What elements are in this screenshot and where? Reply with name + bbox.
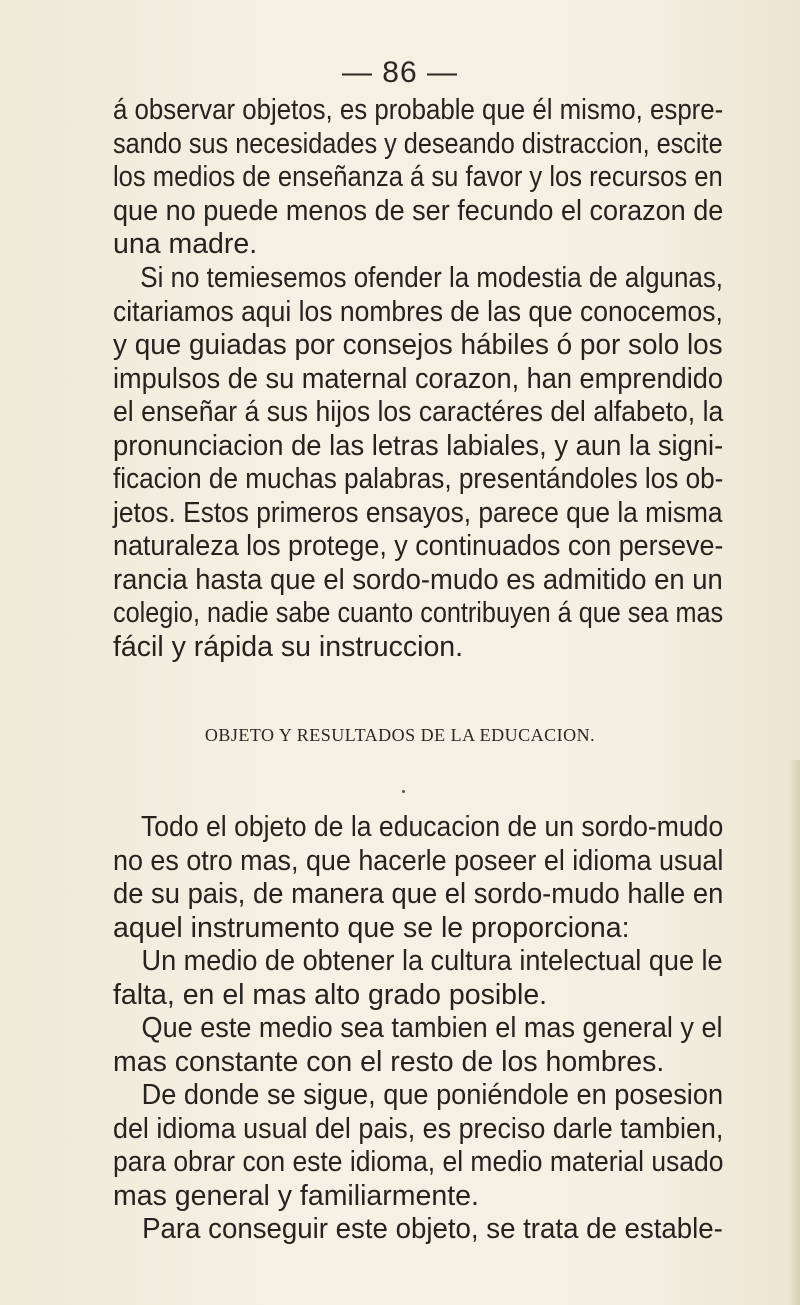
text-line: jetos. Estos primeros ensayos, parece que la misma	[113, 496, 723, 529]
text-line: Un medio de obtener la cultura intelectual que le	[141, 945, 723, 977]
page-edge-shadow	[788, 760, 800, 1305]
paragraph-6	[113, 1079, 723, 1213]
text-line: Que este medio sea tambien el mas general y el	[141, 1012, 723, 1044]
text-line: naturaleza los protege, y continuados con perseve-	[113, 530, 724, 562]
text-line: el enseñar á sus hijos los caractéres del alfabeto, la	[113, 396, 724, 428]
text-line: para obrar con este idioma, el medio material usado	[113, 1146, 724, 1178]
text-line: impulsos de su maternal corazon, han emprendido	[113, 362, 724, 395]
text-line: colegio, nadie sabe cuanto contribuyen á que sea mas	[113, 597, 724, 629]
page-number: — 86 —	[341, 56, 459, 89]
text-line: no es otro mas, que hacerle poseer el idioma usual	[113, 844, 724, 877]
text-line: ficacion de muchas palabras, presentándoles los ob-	[113, 463, 724, 495]
text-line: De donde se sigue, que poniéndole en posesion	[141, 1079, 724, 1111]
paragraph-4	[113, 945, 723, 1012]
section-heading: OBJETO Y RESULTADOS DE LA EDUCACION.	[204, 725, 596, 745]
text-line: mas general y familiarmente.	[113, 1179, 479, 1212]
text-line: fácil y rápida su instruccion.	[113, 630, 464, 663]
text-line: rancia hasta que el sordo-mudo es admitido en un	[113, 563, 723, 596]
text-line: Si no temiesemos ofender la modestia de algunas,	[140, 262, 724, 294]
text-line: mas constante con el resto de los hombres.	[113, 1045, 665, 1078]
text-line: de su pais, de manera que el sordo-mudo halle en	[113, 878, 724, 910]
text-line: pronunciacion de las letras labiales, y aun la signi-	[113, 429, 724, 462]
text-line: una madre.	[113, 228, 258, 260]
paragraph-7	[113, 1213, 723, 1247]
text-line: sando sus necesidades y deseando distraccion, escite	[113, 127, 723, 160]
text-line: citariamos aqui los nombres de las que conocemos,	[113, 295, 723, 328]
text-line: á observar objetos, es probable que él mismo, espre-	[113, 94, 724, 126]
text-line: del idioma usual del pais, es preciso darle tambien,	[113, 1112, 724, 1145]
paragraph-2	[113, 262, 723, 664]
paragraph-5	[113, 1012, 723, 1079]
text-line: los medios de enseñanza á su favor y los recursos en	[113, 161, 723, 193]
text-line: Todo el objeto de la educacion de un sordo-mudo	[140, 811, 724, 843]
text-line: falta, en el mas alto grado posible.	[113, 978, 548, 1011]
text-line: aquel instrumento que se le proporciona:	[113, 911, 630, 944]
text-line: Para conseguir este objeto, se trata de estable-	[142, 1213, 723, 1245]
paragraph-1	[113, 94, 723, 262]
text-line: y que guiadas por consejos hábiles ó por solo los	[113, 329, 723, 361]
text-line: que no puede menos de ser fecundo el corazon de	[113, 194, 724, 227]
ink-speck	[402, 790, 405, 793]
paragraph-3	[113, 811, 723, 945]
